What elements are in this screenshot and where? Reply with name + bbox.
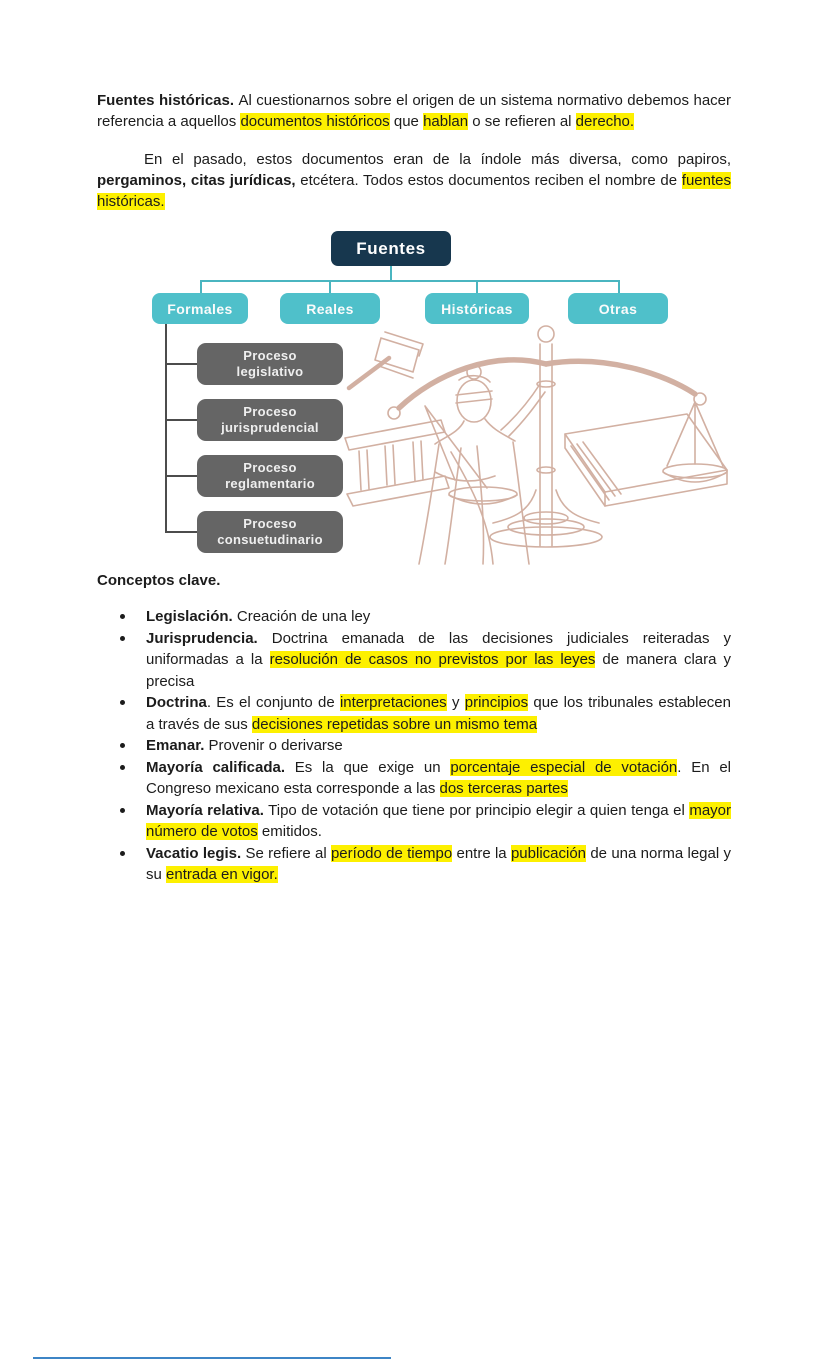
fuentes-diagram [97,229,731,567]
list-item-emanar [97,735,731,757]
list-item-jurisprudencia [97,628,731,693]
lady-justice-illustration [343,322,731,567]
bullet-icon [120,765,125,770]
list-item-vacatio-legis [97,843,731,886]
concepts-list [97,606,731,886]
list-item-text: Mayoría relativa. Tipo de votación que tiene por principio elegir a quien tenga el mayor número de votos emitidos. [146,801,732,840]
process-label-line: Proceso [243,404,297,419]
list-item-text: Legislación. Creación de una ley [146,608,371,625]
connector-proc-jurisprudencial [165,419,197,421]
paragraph-fuentes-historicas: Fuentes históricas. Al cuestionarnos sobre el origen de un sistema normativo debemos hacer referencia a aquellos documentos históricos que hablan o se refieren al derecho. [97,92,732,130]
concepts-heading: Conceptos clave. [97,572,221,589]
bullet-icon [120,700,125,705]
list-item-text: Vacatio legis. Se refiere al período de tiempo entre la publicación de una norma legal y su entrada en vigor. [146,844,731,883]
diagram-node-proceso-jurisprudencial [197,399,343,441]
paragraph-en-el-pasado: En el pasado, estos documentos eran de la índole más diversa, como papiros, pergaminos, citas jurídicas, etcétera. Todos estos documentos reciben el nombre de fuentes históricas. [97,151,731,210]
diagram-node-proceso-reglamentario [197,455,343,497]
list-item-text: Emanar. Provenir o derivarse [146,737,343,754]
connector-stub-formales [200,280,202,293]
connector-formales-trunk [165,324,167,533]
process-label-line: consuetudinario [217,532,323,547]
bullet-icon [120,743,125,748]
bullet-icon [120,614,125,619]
diagram-node-proceso-legislativo [197,343,343,385]
connector-proc-legislativo [165,363,197,365]
connector-stub-reales [329,280,331,293]
list-item-text: Doctrina. Es el conjunto de interpretaciones y principios que los tribunales establecen a través de sus decisiones repetidas sobre un mismo tema [146,694,731,733]
process-label-line: legislativo [236,364,304,379]
process-label-line: Proceso [243,348,297,363]
diagram-node-fuentes: Fuentes [331,231,451,266]
connector-proc-reglamentario [165,475,197,477]
connector-stub-historicas [476,280,478,293]
bullet-icon [120,851,125,856]
footer-line [33,1357,391,1359]
process-label-line: Proceso [243,516,297,531]
list-item-mayoria-calificada [97,757,731,800]
list-item-mayoria-relativa [97,800,731,843]
bullet-icon [120,636,125,641]
connector-stub-otras [618,280,620,293]
diagram-node-reales: Reales [280,293,380,324]
process-label-line: reglamentario [225,476,315,491]
page-content [97,90,731,886]
process-label-line: jurisprudencial [221,420,319,435]
list-item-doctrina [97,692,731,735]
list-item-text: Mayoría calificada. Es la que exige un porcentaje especial de votación. En el Congreso mexicano esta corresponde a las dos terceras partes [146,758,731,797]
connector-root-stub [390,266,392,280]
connector-horizontal [200,280,620,282]
list-item-text: Jurisprudencia. Doctrina emanada de las decisiones judiciales reiteradas y uniformadas a la resolución de casos no previstos por las leyes de manera clara y precisa [146,629,731,690]
process-label-line: Proceso [243,460,297,475]
diagram-node-otras: Otras [568,293,668,324]
diagram-node-formales: Formales [152,293,248,324]
diagram-node-historicas: Históricas [425,293,529,324]
connector-proc-consuetudinario [165,531,197,533]
bullet-icon [120,808,125,813]
diagram-node-proceso-consuetudinario [197,511,343,553]
list-item-legislacion [97,606,731,628]
